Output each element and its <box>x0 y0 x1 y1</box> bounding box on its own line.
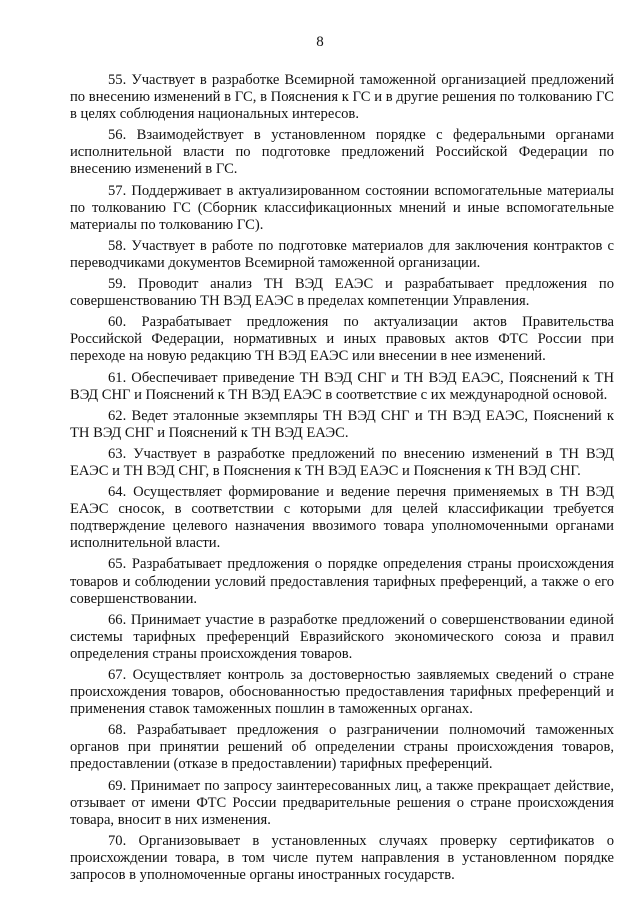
paragraph-66: 66. Принимает участие в разработке предложений о совершенствовании единой системы тарифных преференций Евразийского экономического союза и правил определения страны происхождения товаров. <box>70 611 614 662</box>
paragraph-64: 64. Осуществляет формирование и ведение перечня применяемых в ТН ВЭД ЕАЭС сносок, в соответствии с которыми для целей классификации требуется подтверждение целевого назначения ввозимого товара уполномоченными органами исполнительной власти. <box>70 484 614 552</box>
paragraph-60: 60. Разрабатывает предложения по актуализации актов Правительства Российской Федерации, нормативных и иных правовых актов ФТС России при переходе на новую редакцию ТН ВЭД ЕАЭС или внесении в нее изменений. <box>70 314 614 365</box>
paragraph-61: 61. Обеспечивает приведение ТН ВЭД СНГ и ТН ВЭД ЕАЭС, Пояснений к ТН ВЭД СНГ и Пояснений к ТН ВЭД ЕАЭС в соответствие с их международной основой. <box>70 369 614 403</box>
paragraph-56: 56. Взаимодействует в установленном порядке с федеральными органами исполнительной власти по подготовке предложений Российской Федерации по внесению изменений в ГС. <box>70 127 614 178</box>
paragraph-68: 68. Разрабатывает предложения о разграничении полномочий таможенных органов при принятии решений об определении страны происхождения товаров, предоставлении (отказе в предоставлении) тарифных преференций. <box>70 722 614 773</box>
paragraph-58: 58. Участвует в работе по подготовке материалов для заключения контрактов с переводчиками документов Всемирной таможенной организации. <box>70 237 614 271</box>
paragraph-57: 57. Поддерживает в актуализированном состоянии вспомогательные материалы по толкованию ГС (Сборник классификационных мнений и иные вспомогательные материалы по толкованию ГС). <box>70 182 614 233</box>
paragraph-70: 70. Организовывает в установленных случаях проверку сертификатов о происхождении товара, в том числе путем направления в установленном порядке запросов в уполномоченные органы иностранных государств. <box>70 832 614 884</box>
paragraph-67: 67. Осуществляет контроль за достоверностью заявляемых сведений о стране происхождения товаров, обоснованностью предоставления тарифных преференций и применения ставок таможенных пошлин в таможенных органах. <box>70 667 614 718</box>
paragraph-62: 62. Ведет эталонные экземпляры ТН ВЭД СНГ и ТН ВЭД ЕАЭС, Пояснений к ТН ВЭД СНГ и Пояснений к ТН ВЭД ЕАЭС. <box>70 407 614 441</box>
document-body <box>70 72 614 888</box>
page-number: 8 <box>316 34 324 50</box>
paragraph-69: 69. Принимает по запросу заинтересованных лиц, а также прекращает действие, отзывает от имени ФТС России предварительные решения о стране происхождения товара, вносит в них изменения. <box>70 777 614 828</box>
paragraph-65: 65. Разрабатывает предложения о порядке определения страны происхождения товаров и соблюдении условий предоставления тарифных преференций, а также о его совершенствовании. <box>70 556 614 607</box>
paragraph-55: 55. Участвует в разработке Всемирной таможенной организацией предложений по внесению изменений в ГС, в Пояснения к ГС и в другие решения по толкованию ГС в целях соблюдения национальных интересов. <box>70 72 614 123</box>
paragraph-63: 63. Участвует в разработке предложений по внесению изменений в ТН ВЭД ЕАЭС и ТН ВЭД СНГ, в Пояснения к ТН ВЭД ЕАЭС и Пояснения к ТН ВЭД СНГ. <box>70 445 614 479</box>
paragraph-59: 59. Проводит анализ ТН ВЭД ЕАЭС и разрабатывает предложения по совершенствованию ТН ВЭД ЕАЭС в пределах компетенции Управления. <box>70 276 614 310</box>
